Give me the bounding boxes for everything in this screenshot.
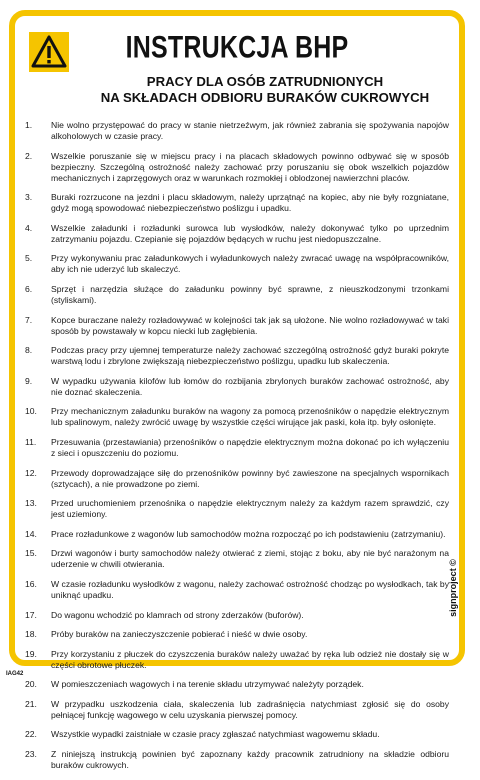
item-number: 15.: [25, 548, 37, 559]
list-item: [25, 120, 449, 142]
list-item: [25, 406, 449, 428]
item-number: 4.: [25, 222, 33, 233]
item-number: 13.: [25, 498, 37, 509]
list-item: [25, 629, 449, 640]
item-text: Sprzęt i narzędzia służące do załadunku powinny być sprawne, z nieuszkodzonymi trzonkami (styliskami).: [51, 283, 449, 305]
item-text: Buraki rozrzucone na jezdni i placu składowym, należy uprzątnąć na kopiec, aby nie były rozgniatane, gdyż mogą spowodować niebezpieczeństwo poślizgu i upadku.: [51, 192, 449, 214]
list-item: [25, 729, 449, 740]
list-item: [25, 649, 449, 671]
item-number: 5.: [25, 253, 33, 264]
list-item: [25, 345, 449, 367]
item-number: 16.: [25, 578, 37, 589]
item-number: 11.: [25, 436, 37, 447]
item-number: 21.: [25, 698, 37, 709]
item-text: W wypadku używania kilofów lub łomów do rozbijania zbrylonych buraków zachować ostrożność, aby nie doznać skaleczenia.: [51, 375, 449, 397]
item-number: 17.: [25, 609, 37, 620]
item-number: 23.: [25, 749, 37, 760]
list-item: [25, 253, 449, 275]
list-item: [25, 151, 449, 184]
item-text: Przesuwania (przestawiania) przenośników o napędzie elektrycznym można dokonać po ich wyłączeniu z sieci i opuszczeniu do poziomu.: [51, 436, 449, 458]
product-code: IAG42: [6, 671, 24, 677]
item-text: W pomieszczeniach wagowych i na terenie składu utrzymywać należyty porządek.: [51, 679, 364, 690]
item-text: Wszelkie załadunki i rozładunki surowca lub wysłodków, należy dokonywać tylko po uprzednim zatrzymaniu pojazdu. Czepianie się pojazdów będących w ruchu jest niedopuszczalne.: [51, 222, 449, 244]
item-text: Z niniejszą instrukcją powinien być zapoznany każdy pracownik zatrudniony na składzie odbioru buraków cukrowych.: [51, 749, 449, 771]
item-text: Drzwi wagonów i burty samochodów należy otwierać z ziemi, stojąc z boku, aby nie być narażonym na uderzenie w chwili otwierania.: [51, 548, 449, 570]
instruction-list: [25, 120, 449, 780]
item-text: Wszystkie wypadki zaistniałe w czasie pracy zgłaszać natychmiast wagowemu składu.: [51, 729, 380, 740]
item-text: Nie wolno przystępować do pracy w stanie nietrzeźwym, jak również zabrania się spożywania napojów alkoholowych w czasie pracy.: [51, 120, 449, 141]
item-number: 6.: [25, 283, 33, 294]
item-number: 12.: [25, 467, 37, 478]
brand-mark: [447, 538, 459, 638]
list-item: [25, 529, 449, 540]
item-text: Do wagonu wchodzić po klamrach od strony zderzaków (buforów).: [51, 609, 304, 620]
item-number: 8.: [25, 345, 33, 356]
list-item: [25, 223, 449, 245]
list-item: [25, 749, 449, 771]
item-number: 20.: [25, 679, 37, 690]
item-text: Przy wykonywaniu prac załadunkowych i wyładunkowych należy zwracać uwagę na współpracowników, aby ich nie uderzyć lub skaleczyć.: [51, 253, 449, 275]
item-text: Podczas pracy przy ujemnej temperaturze należy zachować szczególną ostrożność gdyż buraki pokryte warstwą lodu i zbrylone zwiększają niebezpieczeństwo poślizgu, upadku lub skaleczenia.: [51, 345, 449, 367]
item-number: 18.: [25, 629, 37, 640]
list-item: [25, 468, 449, 490]
item-text: W przypadku uszkodzenia ciała, skaleczenia lub zadraśnięcia natychmiast zgłosić się do osoby pełniącej funkcję wagowego w celu uzyskania pierwszej pomocy.: [51, 698, 449, 720]
list-item: [25, 548, 449, 570]
list-item: [25, 376, 449, 398]
list-item: [25, 579, 449, 601]
item-number: 9.: [25, 375, 33, 386]
list-item: [25, 498, 449, 520]
item-number: 7.: [25, 314, 33, 325]
list-item: [25, 437, 449, 459]
brand-label: signproject ©: [448, 559, 458, 617]
item-text: Wszelkie poruszanie się w miejscu pracy i na placach składowych powinno odbywać się w sposób bezpieczny. Szczególną ostrożność należy zachować przy poruszaniu się obok wszelkich pojazdów mechanicznych i zaprzęgowych oraz w warunkach rozmokłej i oblodzonej nawierzchni placów.: [51, 150, 449, 183]
item-text: Przewody doprowadzające siłę do przenośników powinny być zawieszone na specjalnych wspornikach (sztycach), a nie prowadzone po ziemi.: [51, 467, 449, 489]
item-number: 3.: [25, 192, 33, 203]
item-number: 22.: [25, 729, 37, 740]
page-title: INSTRUKCJA BHP: [125, 30, 349, 65]
list-item: [25, 699, 449, 721]
list-item: [25, 610, 449, 621]
item-text: Przed uruchomieniem przenośnika o napędzie elektrycznym należy za każdym razem sprawdzić, czy jest uziemiony.: [51, 498, 449, 520]
item-number: 2.: [25, 150, 33, 161]
subtitle: [75, 74, 455, 106]
item-text: Przy korzystaniu z płuczek do czyszczenia buraków należy uważać by ręka lub odzież nie dostały się w części obrotowe płuczek.: [51, 648, 449, 670]
item-number: 1.: [25, 120, 33, 130]
item-number: 14.: [25, 528, 37, 539]
item-text: Kopce buraczane należy rozładowywać w kolejności tak jak są ułożone. Nie wolno rozładowywać w taki sposób by powstawały w kopcu niecki lub zagłębienia.: [51, 314, 449, 336]
item-text: W czasie rozładunku wysłodków z wagonu, należy zachować ostrożność chodząc po wysłodkach, tak by uniknąć upadku.: [51, 578, 449, 600]
item-number: 10.: [25, 406, 37, 417]
subtitle-line-1: PRACY DLA OSÓB ZATRUDNIONYCH: [146, 74, 384, 89]
item-text: Próby buraków na zanieczyszczenie pobierać i nieść w dwie osoby.: [51, 629, 308, 640]
list-item: [25, 284, 449, 306]
item-text: Przy mechanicznym załadunku buraków na wagony za pomocą przenośników o napędzie elektrycznym lub spalinowym, należy zwrócić uwagę by wszystkie części wirujące jak paski, koła itp. były osłonięte.: [51, 406, 449, 428]
list-item: [25, 315, 449, 337]
item-text: Prace rozładunkowe z wagonów lub samochodów można rozpocząć po ich podstawieniu (zatrzymaniu).: [51, 528, 446, 539]
list-item: [25, 679, 449, 690]
list-item: [25, 192, 449, 214]
item-number: 19.: [25, 648, 37, 659]
subtitle-line-2: NA SKŁADACH ODBIORU BURAKÓW CUKROWYCH: [100, 90, 430, 105]
